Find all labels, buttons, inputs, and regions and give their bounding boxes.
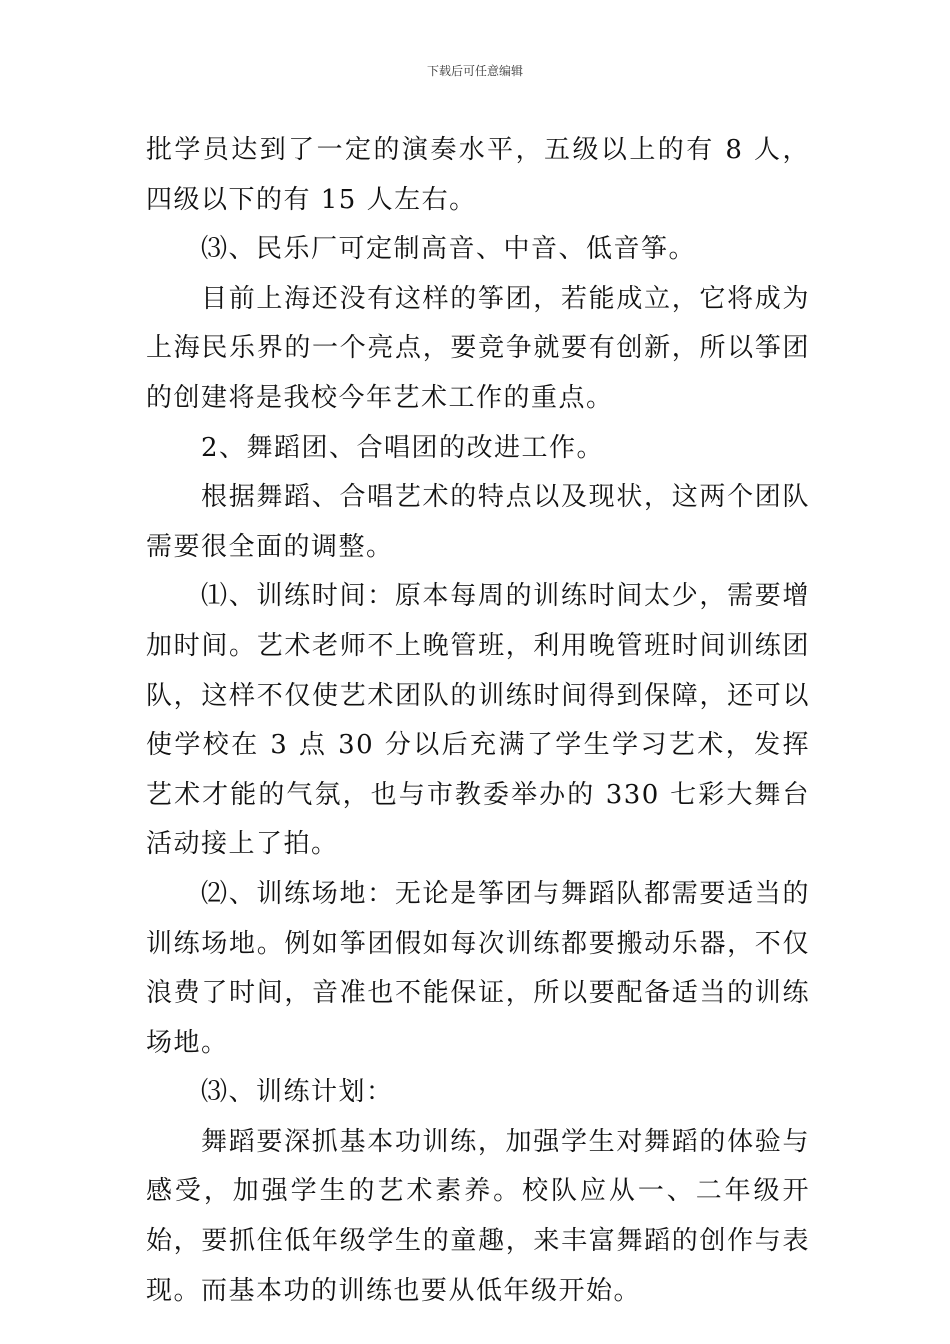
paragraph-1: 批学员达到了一定的演奏水平，五级以上的有 8 人，四级以下的有 15 人左右。 — [146, 135, 810, 215]
paragraph-9: 舞蹈要深抓基本功训练，加强学生对舞蹈的体验与感受，加强学生的艺术素养。校队应从一、二年级开始，要抓住低年级学生的童趣，来丰富舞蹈的创作与表现。而基本功的训练也要从低年级开始。 — [146, 1126, 810, 1306]
paragraph-6: ⑴、训练时间：原本每周的训练时间太少，需要增加时间。艺术老师不上晚管班，利用晚管班时间训练团队，这样不仅使艺术团队的训练时间得到保障，还可以使学校在 3 点 30 分以后充满了学生学习艺术，发挥艺术才能的气氛，也与市教委举办的 330 七彩大舞台活动接上了拍。 — [146, 581, 810, 860]
paragraph-4: 2、舞蹈团、合唱团的改进工作。 — [201, 432, 605, 463]
document-body — [146, 126, 810, 1316]
paragraph-8: ⑶、训练计划： — [201, 1077, 394, 1108]
paragraph-5: 根据舞蹈、合唱艺术的特点以及现状，这两个团队需要很全面的调整。 — [146, 482, 810, 562]
paragraph-2: ⑶、民乐厂可定制高音、中音、低音筝。 — [201, 234, 697, 265]
paragraph-3: 目前上海还没有这样的筝团，若能成立，它将成为上海民乐界的一个亮点，要竞争就要有创新，所以筝团的创建将是我校今年艺术工作的重点。 — [146, 283, 810, 413]
page-header-note: 下载后可任意编辑 — [426, 64, 523, 78]
paragraph-7: ⑵、训练场地：无论是筝团与舞蹈队都需要适当的训练场地。例如筝团假如每次训练都要搬动乐器，不仅浪费了时间，音准也不能保证，所以要配备适当的训练场地。 — [146, 878, 810, 1058]
